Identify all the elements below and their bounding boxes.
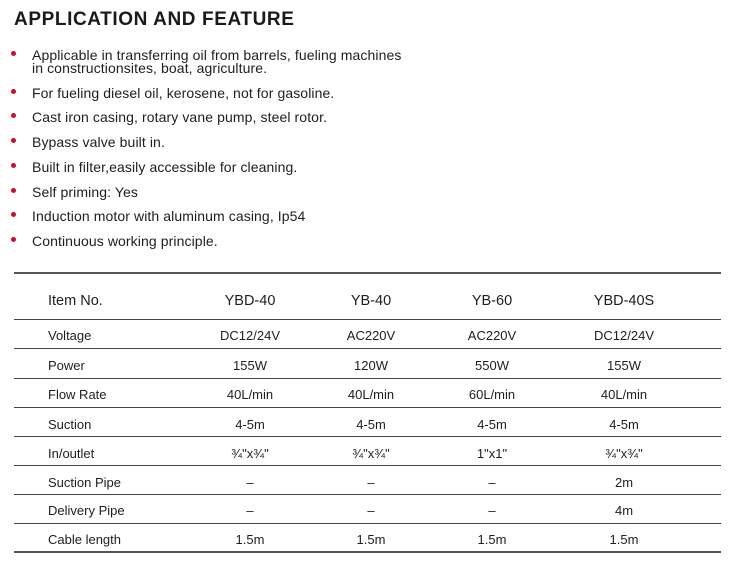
table-cell: 1.5m [609, 532, 639, 547]
table-header-model: YB-60 [471, 293, 513, 309]
table-cell: – [488, 503, 496, 518]
table-cell: 4-5m [235, 417, 265, 432]
table-cell: 550W [475, 358, 509, 373]
table-cell: 40L/min [600, 387, 648, 402]
table-header-model: YB-40 [350, 293, 392, 309]
table-row-label: Suction [48, 417, 92, 432]
bullet-dot-icon [11, 163, 16, 168]
table-row-label: In/outlet [48, 446, 95, 461]
bullet-dot-icon [11, 51, 16, 56]
section-heading: APPLICATION AND FEATURE [14, 9, 295, 30]
feature-text-line: in constructionsites, boat, agriculture. [32, 60, 268, 76]
feature-item [32, 111, 452, 124]
table-cell: ¾"x¾" [231, 446, 269, 461]
table-cell: 4m [614, 503, 634, 518]
table-header-label: Item No. [48, 293, 103, 309]
table-rule [14, 494, 721, 495]
table-cell: 155W [607, 358, 641, 373]
feature-item [32, 87, 452, 100]
table-cell: ¾"x¾" [352, 446, 390, 461]
table-rule [14, 272, 721, 274]
bullet-dot-icon [11, 138, 16, 143]
table-rule [14, 523, 721, 524]
table-header-model: YBD-40S [593, 293, 655, 309]
bullet-dot-icon [11, 212, 16, 217]
feature-item [32, 49, 452, 75]
table-cell: – [367, 475, 375, 490]
table-cell: 60L/min [468, 387, 516, 402]
feature-item [32, 161, 452, 174]
feature-item [32, 210, 452, 223]
table-row-label: Power [48, 358, 85, 373]
table-cell: DC12/24V [220, 328, 280, 343]
table-row-label: Flow Rate [48, 387, 107, 402]
feature-text-line: Applicable in transferring oil from barrels, fueling machines [32, 47, 402, 63]
table-rule [14, 407, 721, 408]
feature-text-line: Self priming: Yes [32, 184, 138, 200]
table-row-label: Delivery Pipe [48, 503, 125, 518]
table-cell: 1.5m [235, 532, 265, 547]
table-cell: – [246, 475, 254, 490]
table-cell: 4-5m [477, 417, 507, 432]
table-cell: 4-5m [356, 417, 386, 432]
feature-item [32, 235, 452, 248]
table-rule [14, 436, 721, 437]
table-row-label: Cable length [48, 532, 121, 547]
table-cell: 1.5m [477, 532, 507, 547]
table-rule [14, 551, 721, 553]
table-rule [14, 465, 721, 466]
feature-text-line: Induction motor with aluminum casing, Ip54 [32, 208, 306, 224]
table-header-model: YBD-40 [224, 293, 276, 309]
table-cell: 40L/min [347, 387, 395, 402]
feature-text-line: Cast iron casing, rotary vane pump, steel rotor. [32, 109, 328, 125]
table-cell: 2m [614, 475, 634, 490]
table-cell: 120W [354, 358, 388, 373]
spec-table [14, 272, 721, 557]
table-rule [14, 319, 721, 320]
table-cell: 1.5m [356, 532, 386, 547]
table-rule [14, 378, 721, 379]
table-cell: 4-5m [609, 417, 639, 432]
feature-item [32, 186, 452, 199]
table-cell: 155W [233, 358, 267, 373]
table-cell: DC12/24V [594, 328, 654, 343]
table-cell: ¾"x¾" [605, 446, 643, 461]
bullet-dot-icon [11, 237, 16, 242]
table-cell: 1"x1" [476, 446, 508, 461]
feature-text-line: Continuous working principle. [32, 233, 218, 249]
feature-item [32, 136, 452, 149]
table-rule [14, 348, 721, 349]
table-cell: AC220V [467, 328, 517, 343]
table-row-label: Suction Pipe [48, 475, 121, 490]
table-row-label: Voltage [48, 328, 92, 343]
bullet-dot-icon [11, 113, 16, 118]
table-cell: 40L/min [226, 387, 274, 402]
table-cell: – [488, 475, 496, 490]
feature-text-line: Built in filter,easily accessible for cleaning. [32, 159, 298, 175]
feature-text-line: For fueling diesel oil, kerosene, not for gasoline. [32, 85, 335, 101]
bullet-dot-icon [11, 188, 16, 193]
feature-text-line: Bypass valve built in. [32, 134, 165, 150]
bullet-dot-icon [11, 89, 16, 94]
table-cell: AC220V [346, 328, 396, 343]
table-cell: – [367, 503, 375, 518]
table-cell: – [246, 503, 254, 518]
